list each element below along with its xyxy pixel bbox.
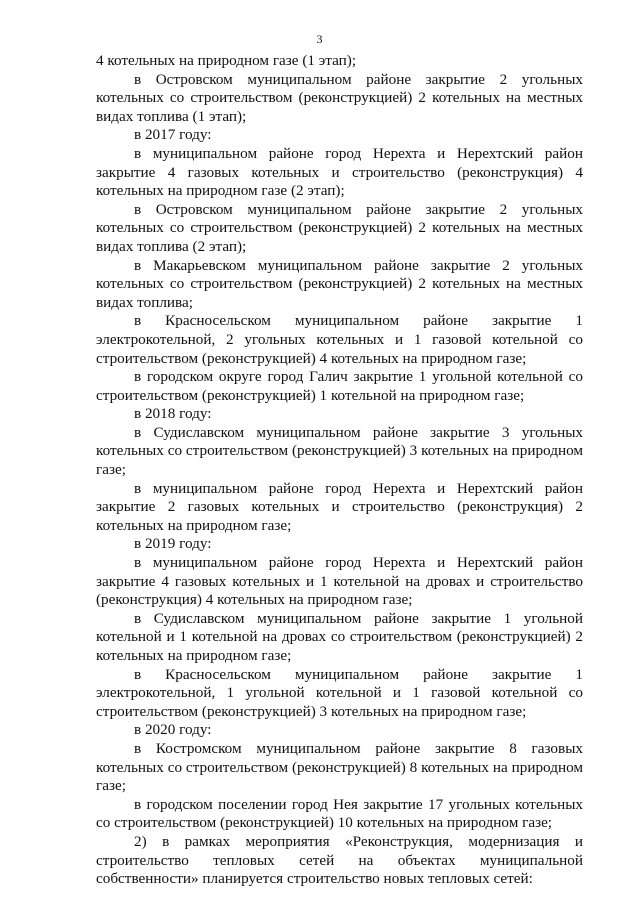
paragraph-5: в Островском муниципальном районе закрытие 2 угольных котельных со строительством (реконструкцией) 2 котельных на местных видах топлива (2 этап); bbox=[96, 200, 583, 255]
page-number: 3 bbox=[316, 32, 323, 46]
paragraph-10: в Судиславском муниципальном районе закрытие 3 угольных котельных со строительством (реконструкцией) 3 котельных на природном газе; bbox=[96, 423, 583, 479]
paragraph-11: в муниципальном районе город Нерехта и Нерехтский район закрытие 2 газовых котельных и строительство (реконструкция) 2 котельных на природном газе; bbox=[96, 479, 583, 534]
paragraph-13: в муниципальном районе город Нерехта и Нерехтский район закрытие 4 газовых котельных и 1 котельной на дровах и строительство (реконструкция) 4 котельных на природном газе; bbox=[96, 554, 583, 609]
paragraph-15: в Красносельском муниципальном районе закрытие 1 электрокотельной, 1 угольной котельной и 1 газовой котельной со строительством (реконструкцией) 3 котельных на природном газе; bbox=[96, 665, 583, 720]
document-body bbox=[96, 52, 583, 889]
year-heading-2017: в 2017 году: bbox=[134, 126, 212, 144]
paragraph-4: в муниципальном районе город Нерехта и Нерехтский район закрытие 4 газовых котельных и строительство (реконструкция) 4 котельных на природном газе (2 этап); bbox=[96, 144, 583, 200]
paragraph-6: в Макарьевском муниципальном районе закрытие 2 угольных котельных со строительством (реконструкцией) 2 котельных на местных видах топлива; bbox=[96, 256, 583, 311]
paragraph-1: 4 котельных на природном газе (1 этап); bbox=[96, 52, 357, 69]
year-heading-2018: в 2018 году: bbox=[134, 405, 212, 423]
paragraph-8: в городском округе город Галич закрытие 1 угольной котельной со строительством (реконструкцией) 1 котельной на природном газе; bbox=[96, 368, 583, 404]
year-heading-2019: в 2019 году: bbox=[134, 535, 212, 553]
paragraph-7: в Красносельском муниципальном районе закрытие 1 электрокотельной, 2 угольных котельных и 1 газовой котельной со строительством (реконструкцией) 4 котельных на природном газе; bbox=[96, 312, 583, 367]
year-heading-2020: в 2020 году: bbox=[134, 721, 212, 739]
paragraph-17: в Костромском муниципальном районе закрытие 8 газовых котельных со строительством (реконструкцией) 8 котельных на природном газе; bbox=[96, 739, 583, 795]
paragraph-18: в городском поселении город Нея закрытие 17 угольных котельных со строительством (реконструкцией) 10 котельных на природном газе; bbox=[96, 795, 583, 832]
paragraph-14: в Судиславском муниципальном районе закрытие 1 угольной котельной и 1 котельной на дровах со строительством (реконструкцией) 2 котельных на природном газе; bbox=[96, 609, 583, 664]
paragraph-19: 2) в рамках мероприятия «Реконструкция, модернизация и строительство тепловых сетей на объектах муниципальной собственности» планируется строительство новых тепловых сетей: bbox=[96, 832, 583, 888]
paragraph-2: в Островском муниципальном районе закрытие 2 угольных котельных со строительством (реконструкцией) 2 котельных на местных видах топлива (1 этап); bbox=[96, 70, 583, 125]
